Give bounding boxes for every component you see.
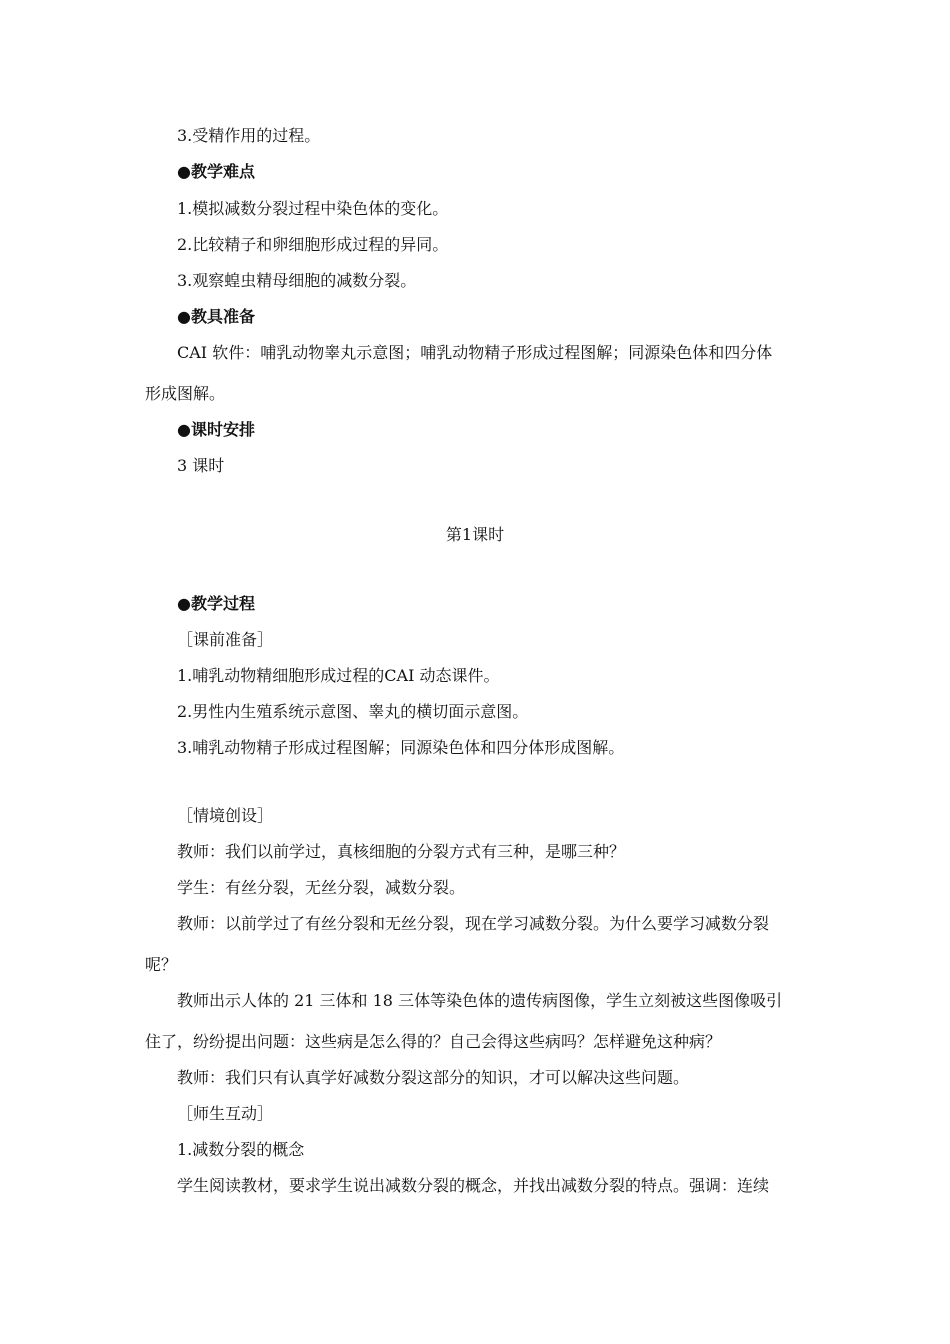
text-line: 学生：有丝分裂，无丝分裂，减数分裂。: [177, 878, 466, 897]
text-line: 1.模拟减数分裂过程中染色体的变化。: [177, 199, 449, 218]
text-line: 教师：以前学过了有丝分裂和无丝分裂，现在学习减数分裂。为什么要学习减数分裂: [177, 914, 770, 933]
text-line: 3 课时: [177, 456, 225, 475]
text-line: 教师：我们只有认真学好减数分裂这部分的知识，才可以解决这些问题。: [177, 1068, 690, 1087]
text-line: 2.比较精子和卵细胞形成过程的异同。: [177, 235, 449, 254]
section-heading-tools: ● 教具准备: [177, 307, 255, 327]
text-line: 教师出示人体的 21 三体和 18 三体等染色体的遗传病图像，学生立刻被这些图像吸引: [177, 991, 783, 1010]
text-line: 3.哺乳动物精子形成过程图解；同源染色体和四分体形成图解。: [177, 738, 625, 757]
section-heading-process: ● 教学过程: [177, 594, 255, 614]
text-line: 2.男性内生殖系统示意图、睾丸的横切面示意图。: [177, 702, 529, 721]
text-line: ［情境创设］: [177, 806, 274, 825]
text-line: ［课前准备］: [177, 630, 274, 649]
text-line: 形成图解。: [145, 384, 226, 403]
text-line: ［师生互动］: [177, 1104, 274, 1123]
text-line: 3.观察蝗虫精母细胞的减数分裂。: [177, 271, 417, 290]
section-heading-schedule: ● 课时安排: [177, 420, 255, 440]
text-line: CAI 软件：哺乳动物睾丸示意图；哺乳动物精子形成过程图解；同源染色体和四分体: [177, 343, 773, 362]
text-line: 住了，纷纷提出问题：这些病是怎么得的？自己会得这些病吗？怎样避免这种病？: [145, 1032, 722, 1051]
text-line: 教师：我们以前学过，真核细胞的分裂方式有三种，是哪三种？: [177, 842, 626, 861]
section-heading-difficulty: ● 教学难点: [177, 162, 255, 182]
text-line: 1.哺乳动物精细胞形成过程的CAI 动态课件。: [177, 666, 500, 685]
text-line: 3.受精作用的过程。: [177, 126, 321, 145]
text-line: 呢？: [145, 955, 178, 974]
text-line: 学生阅读教材，要求学生说出减数分裂的概念，并找出减数分裂的特点。强调：连续: [177, 1176, 770, 1195]
section-title: 第1课时: [445, 525, 505, 544]
text-line: 1.减数分裂的概念: [177, 1140, 305, 1159]
